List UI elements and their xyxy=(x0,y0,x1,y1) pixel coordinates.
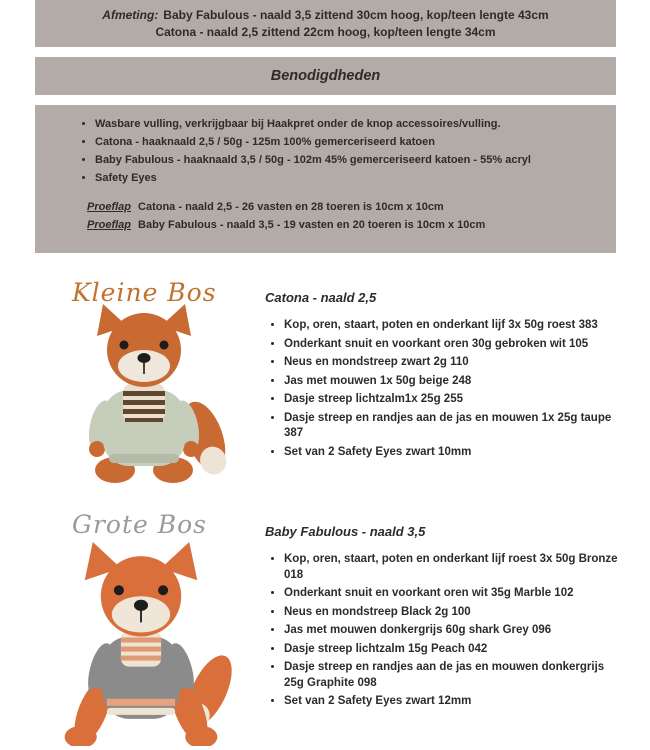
requirements-item: • Baby Fabulous - haaknaald 3,5 / 50g - 102m 45% gemerceriseerd katoen - 55% acryl xyxy=(95,154,625,168)
yarn-list xyxy=(284,318,620,460)
gauge-label: Proeflap xyxy=(87,218,132,231)
requirements-item: • Catona - haaknaald 2,5 / 50g - 125m 100% gemerceriseerd katoen xyxy=(95,136,625,150)
yarn-item: • Jas met mouwen 1x 50g beige 248 xyxy=(284,374,620,390)
gauge-line xyxy=(87,201,598,213)
size-line-1 xyxy=(35,7,616,24)
yarn-item: • Neus en mondstreep zwart 2g 110 xyxy=(284,355,620,371)
yarn-item: • Set van 2 Safety Eyes zwart 10mm xyxy=(284,445,620,461)
fox-illustration-big-icon xyxy=(40,540,242,746)
section-title-kleine-bos: Kleine Bos xyxy=(72,278,217,307)
requirements-item: • Safety Eyes xyxy=(95,172,625,186)
size-label: Afmeting: xyxy=(102,8,159,22)
yarn-list-catona xyxy=(268,318,620,463)
yarn-list-baby-fabulous xyxy=(268,552,620,713)
gauge-label: Proeflap xyxy=(87,200,132,213)
size-line-1-text: Baby Fabulous - naald 3,5 zittend 30cm hoog, kop/teen lengte 43cm xyxy=(163,8,549,22)
fox-illustration-small-icon xyxy=(55,298,235,488)
section-title-grote-bos: Grote Bos xyxy=(72,510,208,539)
yarn-list xyxy=(284,552,620,710)
size-info-block xyxy=(35,0,616,47)
yarn-item: • Neus en mondstreep Black 2g 100 xyxy=(284,605,620,621)
yarn-item: • Jas met mouwen donkergrijs 60g shark Grey 096 xyxy=(284,623,620,639)
requirements-block xyxy=(35,105,616,253)
yarn-item: • Dasje streep lichtzalm 15g Peach 042 xyxy=(284,642,620,658)
requirements-item: • Wasbare vulling, verkrijgbaar bij Haakpret onder de knop accessoires/vulling. xyxy=(95,118,625,132)
yarn-item: • Onderkant snuit en voorkant oren wit 35g Marble 102 xyxy=(284,586,620,602)
requirements-header-bar xyxy=(35,57,616,95)
requirements-list xyxy=(95,118,625,186)
yarn-heading-baby-fabulous: Baby Fabulous - naald 3,5 xyxy=(265,524,426,539)
requirements-title: Benodigdheden xyxy=(270,68,381,84)
fox-photo-grote-bos xyxy=(40,540,242,746)
yarn-item: • Set van 2 Safety Eyes zwart 12mm xyxy=(284,694,620,710)
size-line-2: Catona - naald 2,5 zittend 22cm hoog, kop/teen lengte 34cm xyxy=(155,25,496,39)
yarn-item: • Dasje streep en randjes aan de jas en mouwen donkergrijs 25g Graphite 098 xyxy=(284,660,620,691)
yarn-item: • Dasje streep lichtzalm1x 25g 255 xyxy=(284,392,620,408)
yarn-item: • Kop, oren, staart, poten en onderkant lijf 3x 50g roest 383 xyxy=(284,318,620,334)
gauge-text: Baby Fabulous - naald 3,5 - 19 vasten en 20 toeren is 10cm x 10cm xyxy=(138,218,486,231)
yarn-item: • Dasje streep en randjes aan de jas en mouwen 1x 25g taupe 387 xyxy=(284,411,620,442)
fox-photo-kleine-bos xyxy=(55,298,235,488)
yarn-heading-catona: Catona - naald 2,5 xyxy=(265,290,377,305)
yarn-item: • Onderkant snuit en voorkant oren 30g gebroken wit 105 xyxy=(284,337,620,353)
gauge-line xyxy=(87,219,598,231)
gauge-text: Catona - naald 2,5 - 26 vasten en 28 toeren is 10cm x 10cm xyxy=(138,200,444,213)
yarn-item: • Kop, oren, staart, poten en onderkant lijf roest 3x 50g Bronze 018 xyxy=(284,552,620,583)
